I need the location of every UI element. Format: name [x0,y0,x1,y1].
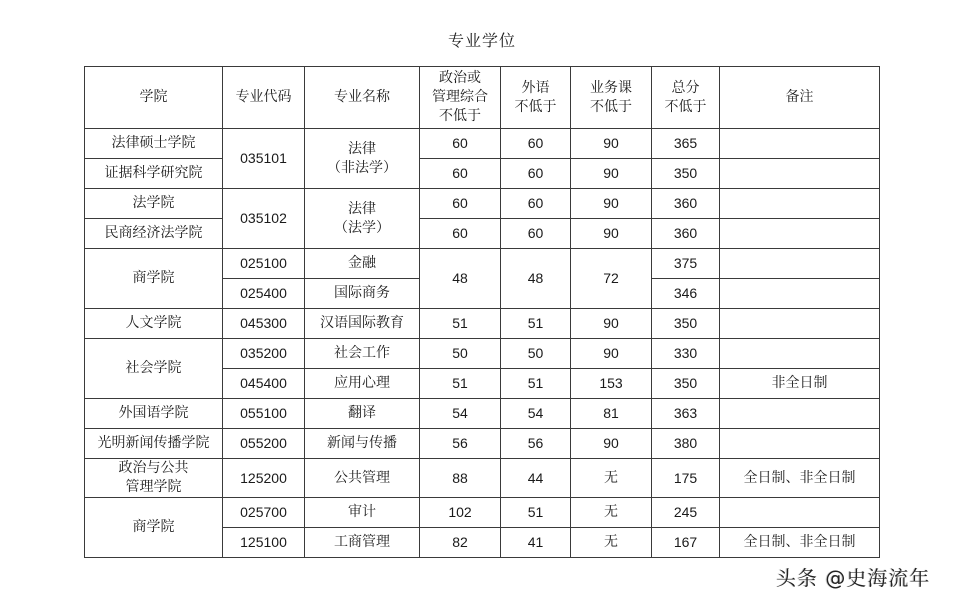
cell-language: 56 [501,429,571,459]
header-total [652,67,720,129]
cell-college-line1: 政治与公共 [118,460,189,476]
cell-name: 汉语国际教育 [305,309,420,339]
cell-total: 350 [652,309,720,339]
cell-note: 非全日制 [720,369,880,399]
cell-total: 346 [652,279,720,309]
table-row [85,309,880,339]
cell-name-line1: 法律 [348,140,376,157]
header-language-line2: 不低于 [514,98,557,115]
table-row [85,219,880,249]
cell-language: 50 [501,339,571,369]
page-title: 专业学位 [447,31,516,50]
cell-name: 公共管理 [305,459,420,498]
cell-note [720,399,880,429]
cell-name: 国际商务 [305,279,420,309]
cell-college: 证据科学研究院 [85,159,223,189]
cell-politics: 60 [420,189,501,219]
watermark: 头条 @史海流年 [776,566,931,590]
cell-politics: 102 [420,498,501,528]
cell-name-line2: （法学） [334,219,390,236]
cell-major: 90 [571,189,652,219]
cell-college: 外国语学院 [85,399,223,429]
cell-major: 72 [571,249,652,309]
cell-name [305,189,420,249]
cell-major: 无 [571,528,652,558]
cell-language: 60 [501,189,571,219]
cell-total: 365 [652,129,720,159]
cell-name [305,129,420,189]
cell-name-line1: 法律 [348,200,376,217]
header-language-line1: 外语 [521,79,550,96]
cell-language: 51 [501,309,571,339]
cell-note [720,129,880,159]
cell-total: 360 [652,189,720,219]
cell-name: 应用心理 [305,369,420,399]
cell-name: 新闻与传播 [305,429,420,459]
cell-major: 81 [571,399,652,429]
cell-college: 商学院 [85,249,223,309]
cell-politics: 56 [420,429,501,459]
cell-total: 350 [652,369,720,399]
cell-college: 光明新闻传播学院 [85,429,223,459]
cell-language: 60 [501,159,571,189]
cell-politics: 60 [420,129,501,159]
cell-total: 363 [652,399,720,429]
cell-total: 167 [652,528,720,558]
cell-code: 055200 [223,429,305,459]
cell-college: 社会学院 [85,339,223,399]
cell-politics: 48 [420,249,501,309]
cell-name: 翻译 [305,399,420,429]
cell-total: 375 [652,249,720,279]
cell-major: 90 [571,429,652,459]
cell-major: 90 [571,129,652,159]
cell-politics: 82 [420,528,501,558]
cell-note: 全日制、非全日制 [720,459,880,498]
cell-note: 全日制、非全日制 [720,528,880,558]
cell-note [720,249,880,279]
cell-major: 153 [571,369,652,399]
table-row [85,159,880,189]
header-politics [420,67,501,129]
cell-total: 350 [652,159,720,189]
cell-politics: 60 [420,219,501,249]
cell-language: 51 [501,498,571,528]
header-note: 备注 [720,67,880,129]
table-row [85,429,880,459]
cell-note [720,189,880,219]
table-row [85,459,880,498]
cell-college: 商学院 [85,498,223,558]
cell-note [720,219,880,249]
cell-note [720,339,880,369]
table-row [85,399,880,429]
cell-total: 380 [652,429,720,459]
cell-politics: 88 [420,459,501,498]
cell-note [720,498,880,528]
cell-note [720,309,880,339]
cell-language: 60 [501,219,571,249]
cell-total: 330 [652,339,720,369]
cell-college: 人文学院 [85,309,223,339]
cell-name-line2: （非法学） [327,159,397,176]
cell-total: 245 [652,498,720,528]
cell-note [720,279,880,309]
cell-politics: 51 [420,369,501,399]
header-total-line1: 总分 [671,79,700,96]
header-name: 专业名称 [305,67,420,129]
cell-code: 125200 [223,459,305,498]
table-row [85,189,880,219]
admission-score-table [84,66,880,558]
cell-college-line2: 管理学院 [125,479,182,495]
cell-major: 无 [571,459,652,498]
cell-code: 025700 [223,498,305,528]
cell-major: 90 [571,159,652,189]
cell-code: 025100 [223,249,305,279]
header-major [571,67,652,129]
cell-politics: 60 [420,159,501,189]
cell-code: 125100 [223,528,305,558]
header-politics-line3: 不低于 [439,108,481,124]
table-row [85,339,880,369]
header-row [85,67,880,129]
cell-code: 055100 [223,399,305,429]
cell-college: 法学院 [85,189,223,219]
cell-total: 175 [652,459,720,498]
table-row [85,129,880,159]
cell-major: 90 [571,339,652,369]
cell-politics: 51 [420,309,501,339]
header-politics-line2: 管理综合 [432,89,488,105]
cell-major: 90 [571,309,652,339]
cell-language: 41 [501,528,571,558]
header-language [501,67,571,129]
cell-name: 审计 [305,498,420,528]
cell-politics: 54 [420,399,501,429]
cell-code: 025400 [223,279,305,309]
header-college: 学院 [85,67,223,129]
cell-major: 90 [571,219,652,249]
header-major-line1: 业务课 [590,79,632,96]
cell-code: 035200 [223,339,305,369]
cell-name: 金融 [305,249,420,279]
table-row [85,498,880,528]
table-row [85,249,880,279]
cell-language: 44 [501,459,571,498]
cell-college: 法律硕士学院 [85,129,223,159]
header-politics-line1: 政治或 [439,70,481,86]
cell-code: 035102 [223,189,305,249]
cell-note [720,159,880,189]
cell-college: 民商经济法学院 [85,219,223,249]
cell-language: 60 [501,129,571,159]
cell-major: 无 [571,498,652,528]
cell-code: 035101 [223,129,305,189]
header-total-line2: 不低于 [664,98,707,115]
cell-name: 工商管理 [305,528,420,558]
cell-total: 360 [652,219,720,249]
cell-code: 045300 [223,309,305,339]
header-code: 专业代码 [223,67,305,129]
cell-college [85,459,223,498]
cell-language: 54 [501,399,571,429]
cell-note [720,429,880,459]
cell-name: 社会工作 [305,339,420,369]
cell-politics: 50 [420,339,501,369]
cell-code: 045400 [223,369,305,399]
cell-language: 51 [501,369,571,399]
cell-language: 48 [501,249,571,309]
header-major-line2: 不低于 [590,98,632,115]
